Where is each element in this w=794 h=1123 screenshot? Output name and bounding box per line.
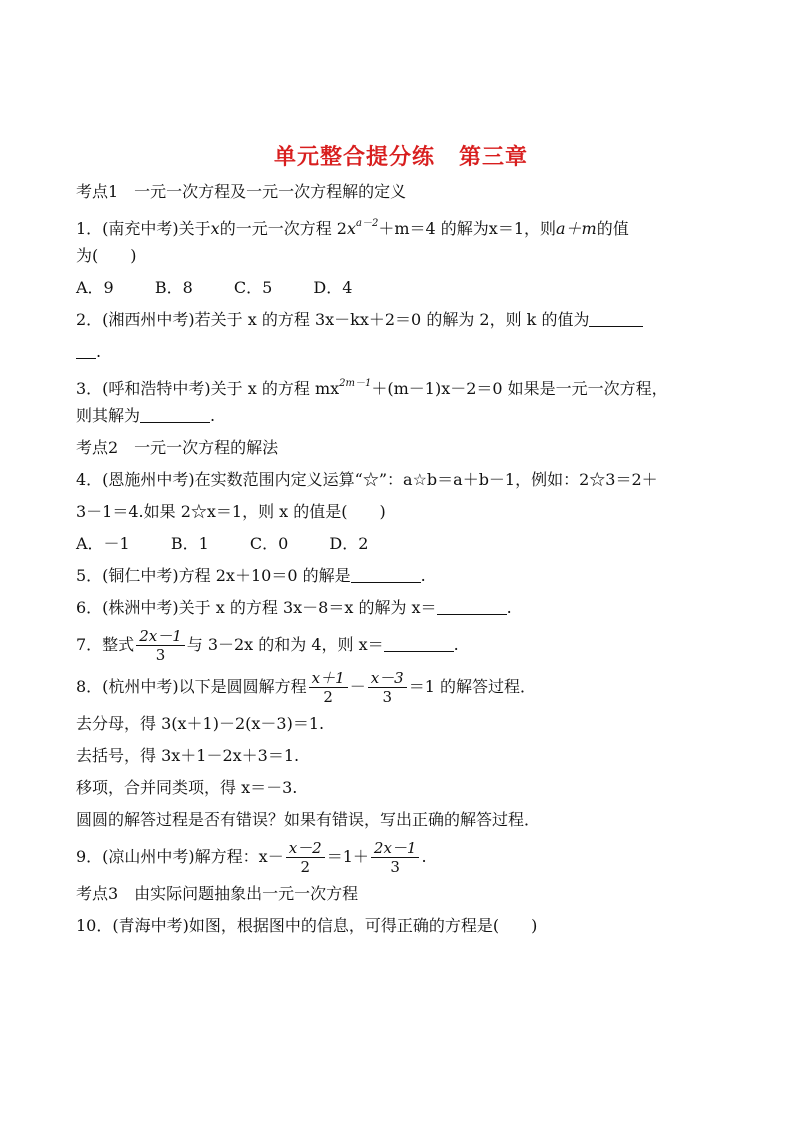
question-1-options [76, 272, 726, 304]
option-d: D．2 [329, 534, 369, 553]
worksheet-page [76, 140, 726, 942]
question-10: 10．(青海中考)如图，根据图中的信息，可得正确的方程是( ) [76, 916, 538, 935]
solution-step: 移项，合并同类项，得 x＝－3. [76, 778, 298, 797]
option-c: C．0 [249, 534, 289, 553]
question-3: 3．(呼和浩特中考)关于 x 的方程 $mx^{2m-1}+(m-1)x-2=0$ 如果是一元一次方程， [76, 378, 668, 398]
question-3-cont: 则其解为 . [76, 406, 216, 425]
option-c: C．5 [233, 278, 273, 297]
section-heading-3: 考点3 由实际问题抽象出一元一次方程 [76, 884, 359, 903]
solution-step: 去分母，得 3(x＋1)－2(x－3)＝1. [76, 714, 325, 733]
option-b: B．1 [170, 534, 209, 553]
fraction: $\frac{x+1}{2}$ [309, 669, 348, 706]
section-heading-2: 考点2 一元一次方程的解法 [76, 438, 279, 457]
question-4-options [76, 528, 726, 560]
fraction: $\frac{2x-1}{3}$ [136, 627, 185, 664]
question-1: 1．(南充中考)关于x的一元一次方程 $2x^{a-2}+m=4$ 的解为x＝1，则a＋m的值 [76, 218, 629, 238]
title-left: 单元整合提分练 [273, 145, 435, 170]
question-9: 9．(凉山州中考)解方程：x－ $\frac{x-2}{2}$ ＝1＋ $\frac{2x-1}{3}$ . [76, 839, 427, 876]
question-8-prompt: 圆圆的解答过程是否有错误？如果有错误，写出正确的解答过程． [76, 810, 541, 829]
fraction: $\frac{x-2}{2}$ [286, 839, 325, 876]
fraction: $\frac{x-3}{3}$ [368, 669, 407, 706]
question-1-cont: 为( ) [76, 246, 137, 265]
title-right: 第三章 [459, 145, 529, 170]
question-2: 2．(湘西州中考)若关于 x 的方程 3x－kx＋2＝0 的解为 2，则 k 的值为 [76, 304, 726, 336]
question-7: 7．整式 $\frac{2x-1}{3}$ 与 3－2x 的和为 4，则 x＝ . [76, 627, 459, 664]
answer-blank[interactable] [140, 406, 210, 423]
page-title [76, 140, 726, 176]
option-a: A．－1 [76, 534, 130, 553]
question-5: 5．(铜仁中考)方程 2x＋10＝0 的解是 . [76, 566, 426, 585]
question-2-cont: . [76, 336, 726, 368]
section-heading-1: 考点1 一元一次方程及一元一次方程解的定义 [76, 182, 407, 201]
question-4-cont: 3－1＝4.如果 2☆x＝1，则 x 的值是( ) [76, 502, 386, 521]
fraction: $\frac{2x-1}{3}$ [371, 839, 420, 876]
answer-blank[interactable] [437, 598, 507, 615]
answer-blank[interactable] [351, 566, 421, 583]
question-6: 6．(株洲中考)关于 x 的方程 3x－8＝x 的解为 x＝ . [76, 598, 512, 617]
question-8: 8．(杭州中考)以下是圆圆解方程 $\frac{x+1}{2}$ － $\frac{x-3}{3}$ ＝1 的解答过程． [76, 669, 536, 706]
option-d: D．4 [313, 278, 353, 297]
answer-blank[interactable] [76, 342, 96, 359]
answer-blank[interactable] [384, 635, 454, 652]
option-b: B．8 [154, 278, 193, 297]
option-a: A．9 [76, 278, 114, 297]
question-4: 4．(恩施州中考)在实数范围内定义运算“☆”：a☆b＝a＋b－1，例如：2☆3＝2＋ [76, 470, 658, 489]
answer-blank[interactable] [589, 310, 643, 327]
solution-step: 去括号，得 3x＋1－2x＋3＝1. [76, 746, 300, 765]
